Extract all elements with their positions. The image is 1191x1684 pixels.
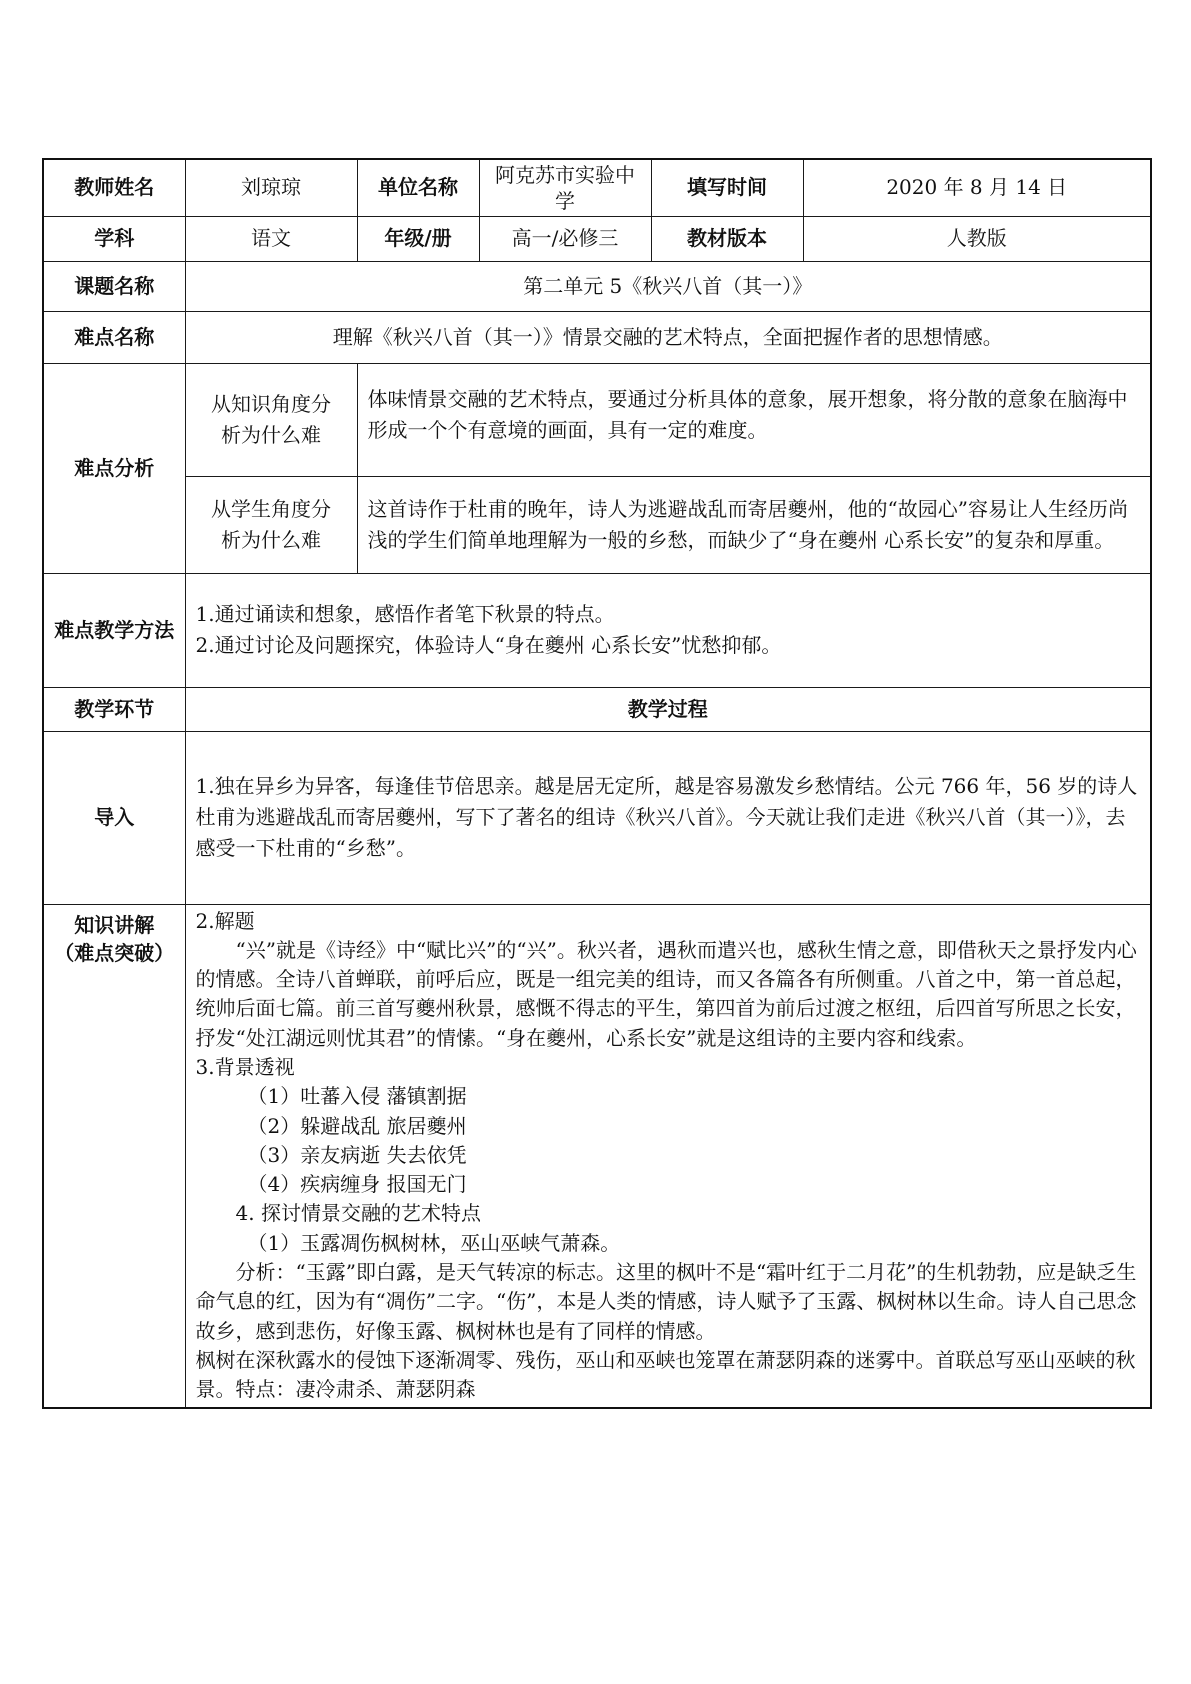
topic-label: 课题名称: [43, 261, 185, 311]
difficulty-label: 难点名称: [43, 311, 185, 363]
knowledge-label: [43, 904, 185, 1408]
closing-paragraph: 枫树在深秋露水的侵蚀下逐渐凋零、残伤，巫山和巫峡也笼罩在萧瑟阴森的迷雾中。首联总写巫山巫峡的秋景。特点：凄冷肃杀、萧瑟阴森: [195, 1347, 1136, 1402]
method-label: 难点教学方法: [43, 573, 185, 687]
process-header-row: [43, 687, 1151, 731]
difficulty-value: 理解《秋兴八首（其一）》情景交融的艺术特点，全面把握作者的思想情感。: [185, 311, 1151, 363]
date-value: 2020 年 8 月 14 日: [803, 159, 1151, 216]
stage-header: 教学环节: [43, 687, 185, 731]
intro-label: 导入: [43, 731, 185, 904]
teacher-value: 刘琼琼: [185, 159, 357, 216]
method-row: [43, 573, 1151, 687]
student-angle-label: 从学生角度分析为什么难: [185, 476, 357, 573]
header-row-2: [43, 216, 1151, 261]
section-title-4: 4. 探讨情景交融的艺术特点: [235, 1201, 481, 1226]
analysis-row-student: [43, 476, 1151, 573]
knowledge-row: [43, 904, 1151, 1408]
teacher-label: 教师姓名: [43, 159, 185, 216]
method-item: 1.通过诵读和想象，感悟作者笔下秋景的特点。: [195, 602, 615, 626]
section-title-3: 3.背景透视: [195, 1054, 295, 1079]
unit-label: 单位名称: [357, 159, 479, 216]
edition-value: 人教版: [803, 216, 1151, 261]
subject-value: 语文: [185, 216, 357, 261]
method-item: 2.通过讨论及问题探究，体验诗人“身在夔州 心系长安”忧愁抑郁。: [195, 633, 782, 657]
analysis-row-knowledge: [43, 363, 1151, 476]
analysis-paragraph: 分析：“玉露”即白露，是天气转凉的标志。这里的枫叶不是“霜叶红于二月花”的生机勃勃，应是缺乏生命气息的红，因为有“凋伤”二字。“伤”，本是人类的情感，诗人赋予了玉露、枫树林以生命。诗人自己思念故乡，感到悲伤，好像玉露、枫树林也是有了同样的情感。: [195, 1260, 1137, 1343]
knowledge-angle-text: 体味情景交融的艺术特点，要通过分析具体的意象，展开想象，将分散的意象在脑海中形成一个个有意境的画面，具有一定的难度。: [357, 363, 1151, 476]
topic-row: [43, 261, 1151, 311]
knowledge-content: [185, 904, 1151, 1408]
process-header: 教学过程: [185, 687, 1151, 731]
date-label: 填写时间: [651, 159, 803, 216]
method-content: [185, 573, 1151, 687]
knowledge-label-line2: （难点突破）: [54, 940, 175, 965]
grade-value: 高一/必修三: [479, 216, 651, 261]
unit-value: 阿克苏市实验中学: [479, 159, 651, 216]
background-item: （1）吐蕃入侵 藩镇割据: [247, 1084, 467, 1109]
intro-text: 1.独在异乡为异客，每逢佳节倍思亲。越是居无定所，越是容易激发乡愁情结。公元 766 年，56 岁的诗人杜甫为逃避战乱而寄居夔州，写下了著名的组诗《秋兴八首》。今天就让我们走进《秋兴八首（其一）》，去感受一下杜甫的“乡愁”。: [185, 731, 1151, 904]
knowledge-label-line1: 知识讲解: [74, 912, 155, 937]
topic-value: 第二单元 5《秋兴八首（其一）》: [185, 261, 1151, 311]
subject-label: 学科: [43, 216, 185, 261]
edition-label: 教材版本: [651, 216, 803, 261]
background-item: （3）亲友病逝 失去依凭: [247, 1142, 467, 1167]
grade-label: 年级/册: [357, 216, 479, 261]
background-item: （2）躲避战乱 旅居夔州: [247, 1113, 467, 1138]
poem-line: （1）玉露凋伤枫树林，巫山巫峡气萧森。: [247, 1230, 621, 1255]
header-row-1: [43, 159, 1151, 216]
intro-row: [43, 731, 1151, 904]
section-para-2: “兴”就是《诗经》中“赋比兴”的“兴”。秋兴者，遇秋而遣兴也，感秋生情之意，即借秋天之景抒发内心的情感。全诗八首蝉联，前呼后应，既是一组完美的组诗，而又各篇各有所侧重。八首之中，第一首总起，统帅后面七篇。前三首写夔州秋景，感慨不得志的平生，第四首为前后过渡之枢纽，后四首写所思之长安，抒发“处江湖远则忧其君”的情愫。“身在夔州，心系长安”就是这组诗的主要内容和线索。: [195, 937, 1137, 1050]
lesson-plan-table: [42, 158, 1152, 1409]
student-angle-text: 这首诗作于杜甫的晚年，诗人为逃避战乱而寄居夔州，他的“故园心”容易让人生经历尚浅的学生们简单地理解为一般的乡愁，而缺少了“身在夔州 心系长安”的复杂和厚重。: [357, 476, 1151, 573]
knowledge-angle-label: 从知识角度分析为什么难: [185, 363, 357, 476]
difficulty-row: [43, 311, 1151, 363]
background-item: （4）疾病缠身 报国无门: [247, 1172, 467, 1197]
section-title-2: 2.解题: [195, 908, 255, 933]
analysis-label: 难点分析: [43, 363, 185, 573]
lesson-plan-sheet: [42, 158, 1150, 1409]
